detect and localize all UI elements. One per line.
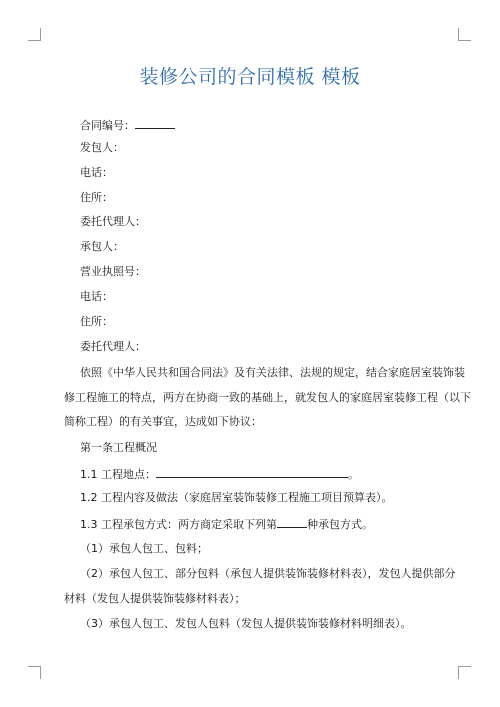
contract-number-line [80, 117, 175, 133]
work-location-blank [156, 466, 348, 478]
work-location-period: 。 [348, 468, 359, 481]
party-a-agent: 委托代理人： [80, 215, 146, 228]
contract-mode-suffix: 种承包方式。 [307, 518, 373, 531]
article-1-heading: 第一条工程概况 [80, 441, 157, 454]
party-a-address: 住所： [80, 191, 113, 204]
contract-number-label: 合同编号： [80, 119, 135, 132]
work-location-label: 1.1 工程地点： [80, 468, 156, 481]
contract-option-2-line-1: （2）承包人包工、部分包料（承包人提供装饰装修材料表），发包人提供部分 [80, 567, 456, 580]
party-b-address: 住所： [80, 315, 113, 328]
contract-option-2-line-2: 材料（发包人提供装饰装修材料表）； [64, 592, 246, 605]
document-title: 装修公司的合同模板 模板 [139, 66, 361, 88]
party-a-label: 发包人： [80, 141, 124, 154]
contract-option-3: （3）承包人包工、发包人包料（发包人提供装饰装修材料明细表）。 [80, 617, 412, 630]
intro-paragraph-line-2: 修工程施工的特点，两方在协商一致的基础上，就发包人的家庭居室装修工程（以下 [64, 391, 471, 404]
contract-mode-blank [277, 516, 307, 528]
page-corner-mark-top-right [458, 28, 471, 41]
article-1-item-1 [80, 466, 359, 482]
party-b-phone: 电话： [80, 290, 113, 303]
page-corner-mark-bottom-right [458, 666, 471, 679]
party-a-phone: 电话： [80, 166, 113, 179]
contract-number-blank [135, 117, 175, 129]
article-1-item-3 [80, 516, 373, 532]
intro-paragraph-line-3: 简称工程）的有关事宜，达成如下协议： [64, 415, 262, 428]
party-b-agent: 委托代理人： [80, 340, 146, 353]
party-b-license: 营业执照号： [80, 265, 146, 278]
intro-paragraph-line-1: 依照《中华人民共和国合同法》及有关法律、法规的规定，结合家庭居室装饰装 [80, 366, 465, 379]
contract-mode-prefix: 1.3 工程承包方式：两方商定采取下列第 [80, 518, 277, 531]
contract-option-1: （1）承包人包工、包料； [80, 542, 208, 555]
article-1-item-2: 1.2 工程内容及做法（家庭居室装饰装修工程施工项目预算表）。 [80, 491, 393, 504]
page-corner-mark-bottom-left [28, 666, 41, 679]
party-b-label: 承包人： [80, 240, 124, 253]
page-corner-mark-top-left [28, 28, 41, 41]
